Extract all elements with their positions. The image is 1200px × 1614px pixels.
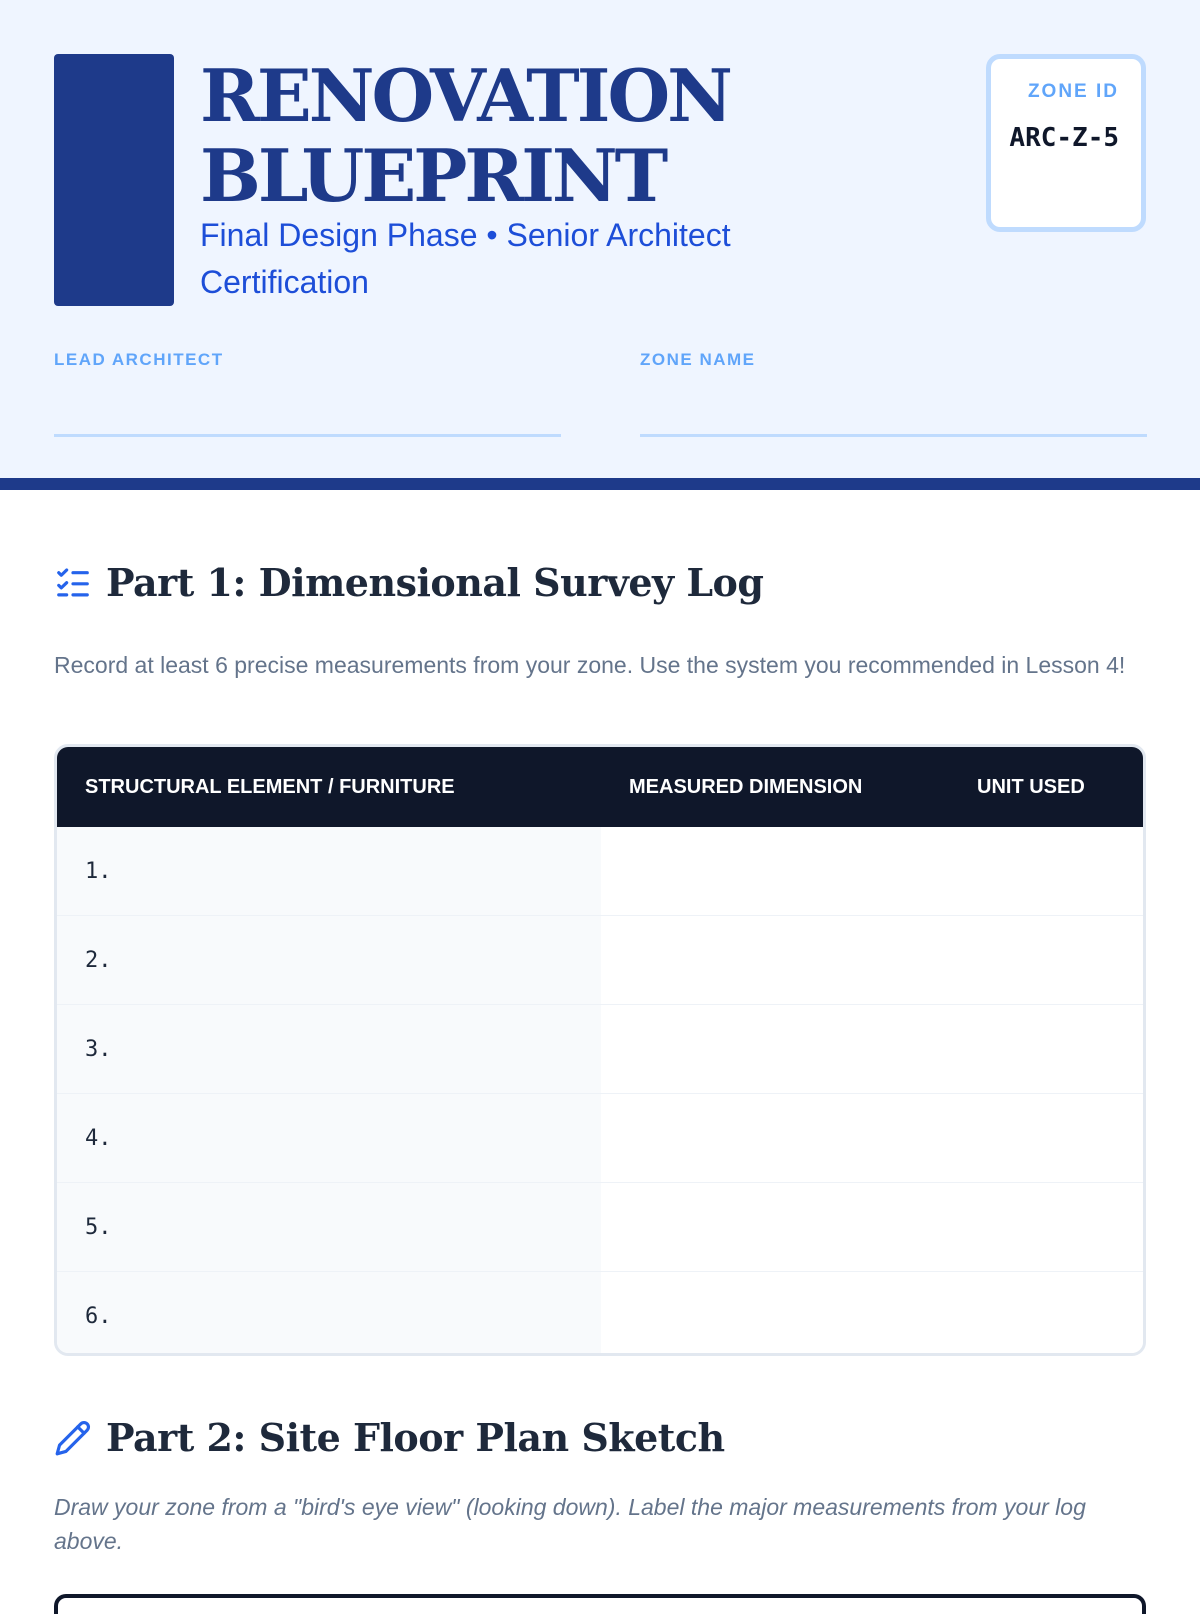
table-row [57,1271,1143,1356]
zone-name-field[interactable] [640,350,1147,437]
table-row [57,915,1143,1004]
row-number: 2. [85,947,112,973]
lead-architect-line[interactable] [54,434,561,437]
part2-title: Part 2: Site Floor Plan Sketch [106,1415,725,1460]
page-subtitle: Final Design Phase • Senior Architect Certification [200,217,731,300]
element-cell[interactable] [57,1183,601,1271]
page-header [0,0,1200,490]
zone-name-line[interactable] [640,434,1147,437]
dimension-cell[interactable] [601,827,949,915]
title-line-2: BLUEPRINT [200,133,666,218]
column-header-unit: UNIT USED [977,775,1085,798]
title-line-1: RENOVATION [200,53,730,138]
part1-instructions: Record at least 6 precise measurements from your zone. Use the system you recommended in Lesson 4! [54,652,1126,678]
row-number: 6. [85,1303,112,1329]
part1-heading [54,560,763,605]
table-row [57,1004,1143,1093]
unit-cell[interactable] [949,1272,1143,1356]
unit-cell[interactable] [949,1005,1143,1093]
part1-title: Part 1: Dimensional Survey Log [106,560,764,605]
table-header [57,747,1143,827]
dimension-cell[interactable] [601,916,949,1004]
unit-cell[interactable] [949,1183,1143,1271]
survey-log-table [54,744,1146,1356]
pencil-icon [54,1419,92,1457]
zone-id-value: ARC-Z-5 [1009,123,1119,153]
column-header-dimension: MEASURED DIMENSION [629,775,863,798]
list-checks-icon [54,564,92,602]
row-number: 3. [85,1036,112,1062]
part2-heading [54,1415,725,1460]
part2-instructions: Draw your zone from a "bird's eye view" (looking down). Label the major measurements from your log above. [54,1494,1086,1554]
column-header-element: STRUCTURAL ELEMENT / FURNITURE [85,775,455,798]
dimension-cell[interactable] [601,1005,949,1093]
accent-block [54,54,174,306]
element-cell[interactable] [57,1094,601,1182]
lead-architect-field[interactable] [54,350,561,437]
table-row [57,1093,1143,1182]
lead-architect-label: LEAD ARCHITECT [54,350,224,369]
element-cell[interactable] [57,916,601,1004]
table-row [57,827,1143,915]
element-cell[interactable] [57,1272,601,1356]
dimension-cell[interactable] [601,1183,949,1271]
page-title [200,53,730,218]
sketch-area[interactable] [54,1594,1146,1614]
unit-cell[interactable] [949,916,1143,1004]
dimension-cell[interactable] [601,1272,949,1356]
dimension-cell[interactable] [601,1094,949,1182]
row-number: 4. [85,1125,112,1151]
zone-name-label: ZONE NAME [640,350,756,369]
table-row [57,1182,1143,1271]
unit-cell[interactable] [949,1094,1143,1182]
zone-id-label: ZONE ID [1027,81,1119,102]
zone-id-card [986,54,1146,232]
table-body [57,827,1143,1356]
element-cell[interactable] [57,827,601,915]
unit-cell[interactable] [949,827,1143,915]
row-number: 5. [85,1214,112,1240]
element-cell[interactable] [57,1005,601,1093]
row-number: 1. [85,858,112,884]
